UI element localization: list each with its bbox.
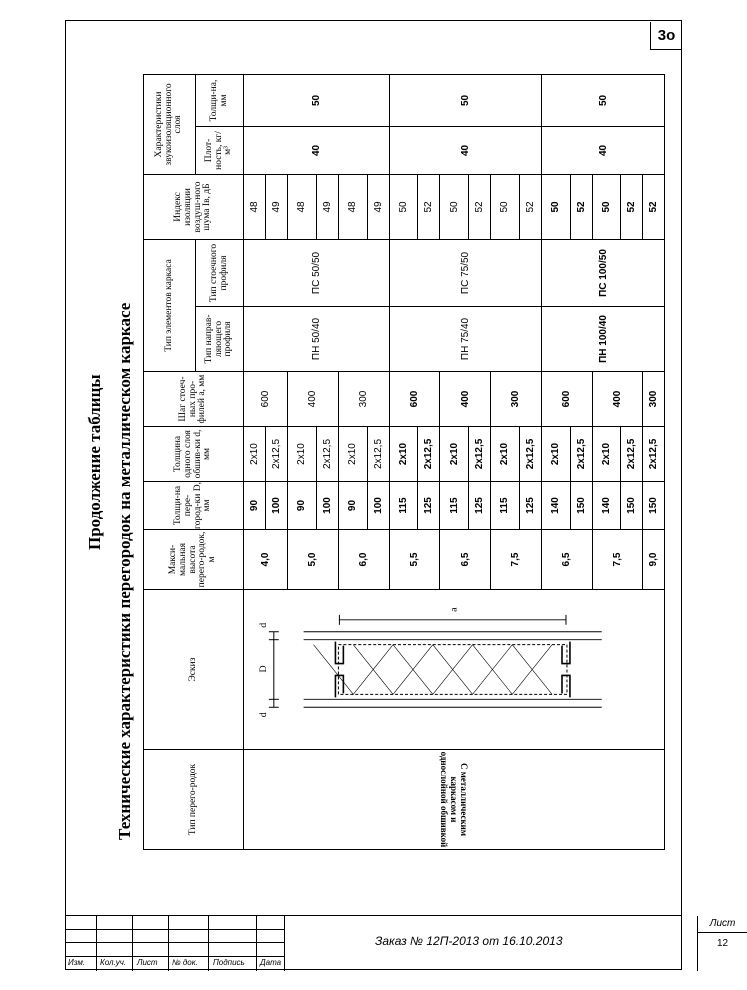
- stamp-col-sign: Подпись: [213, 958, 245, 967]
- stamp-col-kol: Кол.уч.: [100, 958, 127, 967]
- dim-d-right: d: [257, 622, 269, 628]
- cell-step: 600: [244, 372, 288, 427]
- cell-thickness-D: 150: [570, 482, 592, 530]
- cell-thickness-D: 100: [266, 482, 288, 530]
- cell-sheath: 2х10: [288, 427, 317, 482]
- cell-sound-index: 49: [367, 174, 389, 239]
- cell-max-height: 9,0: [643, 530, 665, 590]
- sketch-cell: [244, 590, 665, 750]
- rotated-content: [83, 79, 660, 880]
- cell-sheath: 2х10: [592, 427, 621, 482]
- cell-guide: ПН 100/40: [541, 307, 665, 372]
- cell-step: 300: [338, 372, 389, 427]
- cell-sheath: 2х12,5: [418, 427, 440, 482]
- cell-sound-index: 52: [418, 174, 440, 239]
- dim-a: a: [448, 607, 460, 612]
- sheet-label: Лист: [698, 918, 747, 933]
- continued-title: Продолжение таблицы: [85, 374, 104, 550]
- cell-max-height: 6,5: [541, 530, 592, 590]
- cell-thickness-D: 125: [418, 482, 440, 530]
- cell-ins-thickness: 50: [541, 74, 665, 126]
- cell-thickness-D: 115: [491, 482, 520, 530]
- cell-sound-index: 52: [570, 174, 592, 239]
- cell-thickness-D: 100: [316, 482, 338, 530]
- cell-density: 40: [244, 126, 390, 174]
- cell-max-height: 5,5: [389, 530, 440, 590]
- cell-sound-index: 48: [338, 174, 367, 239]
- cell-sound-index: 50: [592, 174, 621, 239]
- cell-sheath: 2х10: [389, 427, 418, 482]
- cell-sound-index: 52: [519, 174, 541, 239]
- cell-stud: ПС 50/50: [244, 239, 390, 306]
- cell-thickness-D: 90: [244, 482, 266, 530]
- hdr-sheath: Толщина одного слоя обшив-ки d, мм: [144, 427, 244, 482]
- cell-density: 40: [389, 126, 541, 174]
- cell-step: 400: [592, 372, 643, 427]
- cell-sheath: 2х12,5: [621, 427, 643, 482]
- cell-max-height: 7,5: [592, 530, 643, 590]
- order-code: Заказ № 12П-2013 от 16.10.2013: [375, 934, 563, 948]
- cell-step: 300: [643, 372, 665, 427]
- cell-step: 600: [541, 372, 592, 427]
- cell-thickness-D: 125: [469, 482, 491, 530]
- cell-sound-index: 48: [244, 174, 266, 239]
- cell-sound-index: 52: [643, 174, 665, 239]
- cell-sheath: 2х12,5: [519, 427, 541, 482]
- stamp-col-date: Дата: [260, 958, 282, 967]
- table-body: [244, 74, 665, 849]
- hdr-max-height: Макси-мальная высота перего-родок, м: [144, 530, 244, 590]
- hdr-step: Шаг стоеч-ных про-филей а, мм: [144, 372, 244, 427]
- cell-sound-index: 50: [541, 174, 570, 239]
- cell-thickness-D: 150: [621, 482, 643, 530]
- dim-d-left: d: [257, 712, 269, 718]
- cell-thickness-D: 125: [519, 482, 541, 530]
- table-title: Технические характеристики перегородок на металлическом каркасе: [115, 302, 134, 840]
- cell-sheath: 2х12,5: [469, 427, 491, 482]
- partition-type-cell: [244, 750, 665, 850]
- cell-thickness-D: 90: [338, 482, 367, 530]
- cell-ins-thickness: 50: [244, 74, 390, 126]
- hdr-ins-thickness: Толщи-на, мм: [196, 74, 244, 126]
- cell-sound-index: 48: [288, 174, 317, 239]
- cell-step: 300: [491, 372, 542, 427]
- cell-ins-thickness: 50: [389, 74, 541, 126]
- cell-max-height: 6,0: [338, 530, 389, 590]
- cell-thickness-D: 115: [440, 482, 469, 530]
- stamp-col-izm: Изм.: [68, 958, 86, 967]
- cell-sound-index: 49: [316, 174, 338, 239]
- cell-sheath: 2х12,5: [367, 427, 389, 482]
- cell-guide: ПН 50/40: [244, 307, 390, 372]
- sheet-box: [697, 916, 747, 971]
- cell-sound-index: 52: [469, 174, 491, 239]
- cell-sheath: 2х12,5: [570, 427, 592, 482]
- cell-sheath: 2х10: [440, 427, 469, 482]
- cell-max-height: 6,5: [440, 530, 491, 590]
- hdr-sketch: Эскиз: [144, 590, 244, 750]
- hdr-thickness-D: Толщи-на пере-город-ки D, мм: [144, 482, 244, 530]
- hdr-density: Плот-ность, кг/м³: [196, 126, 244, 174]
- hdr-guide: Тип направ-ляющего профиля: [196, 307, 244, 372]
- cell-sound-index: 50: [440, 174, 469, 239]
- cell-stud: ПС 75/50: [389, 239, 541, 306]
- hdr-sound-index: Индекс изоляции воздуш-ного шума Iв, дБ: [144, 174, 244, 239]
- cell-max-height: 5,0: [288, 530, 339, 590]
- cell-sound-index: 50: [491, 174, 520, 239]
- cell-sheath: 2х10: [491, 427, 520, 482]
- cell-sheath: 2х10: [541, 427, 570, 482]
- cell-sheath: 2х12,5: [643, 427, 665, 482]
- cell-sound-index: 50: [389, 174, 418, 239]
- hdr-stud: Тип стоечного профиля: [196, 239, 244, 306]
- stamp-col-doc: № док.: [172, 958, 198, 967]
- cell-step: 600: [389, 372, 440, 427]
- cell-thickness-D: 150: [643, 482, 665, 530]
- cell-density: 40: [541, 126, 665, 174]
- cell-sound-index: 52: [621, 174, 643, 239]
- cell-max-height: 4,0: [244, 530, 288, 590]
- corner-page-number: 3о: [650, 22, 682, 50]
- cell-step: 400: [288, 372, 339, 427]
- cell-thickness-D: 140: [592, 482, 621, 530]
- partition-sketch: [244, 590, 661, 749]
- cell-step: 400: [440, 372, 491, 427]
- stamp-col-list: Лист: [137, 958, 158, 967]
- hdr-frame-elements: Тип элементов каркаса: [144, 239, 196, 371]
- table-row: [244, 74, 266, 849]
- hdr-insulation: Характеристики звукоизоляционного слоя: [144, 74, 196, 174]
- cell-sheath: 2х10: [244, 427, 266, 482]
- partition-type: С металлическим каркасом и однослойной обшивкой: [439, 751, 470, 848]
- sheet-number: 12: [716, 938, 729, 949]
- cell-thickness-D: 100: [367, 482, 389, 530]
- characteristics-table: [143, 74, 665, 850]
- title-block: [65, 915, 736, 970]
- cell-thickness-D: 115: [389, 482, 418, 530]
- cell-thickness-D: 140: [541, 482, 570, 530]
- cell-sheath: 2х10: [338, 427, 367, 482]
- cell-guide: ПН 75/40: [389, 307, 541, 372]
- cell-sheath: 2х12,5: [316, 427, 338, 482]
- cell-thickness-D: 90: [288, 482, 317, 530]
- cell-stud: ПС 100/50: [541, 239, 665, 306]
- cell-max-height: 7,5: [491, 530, 542, 590]
- dim-D: D: [257, 665, 269, 673]
- cell-sound-index: 49: [266, 174, 288, 239]
- hdr-type: Тип перего-родок: [144, 750, 244, 850]
- cell-sheath: 2х12,5: [266, 427, 288, 482]
